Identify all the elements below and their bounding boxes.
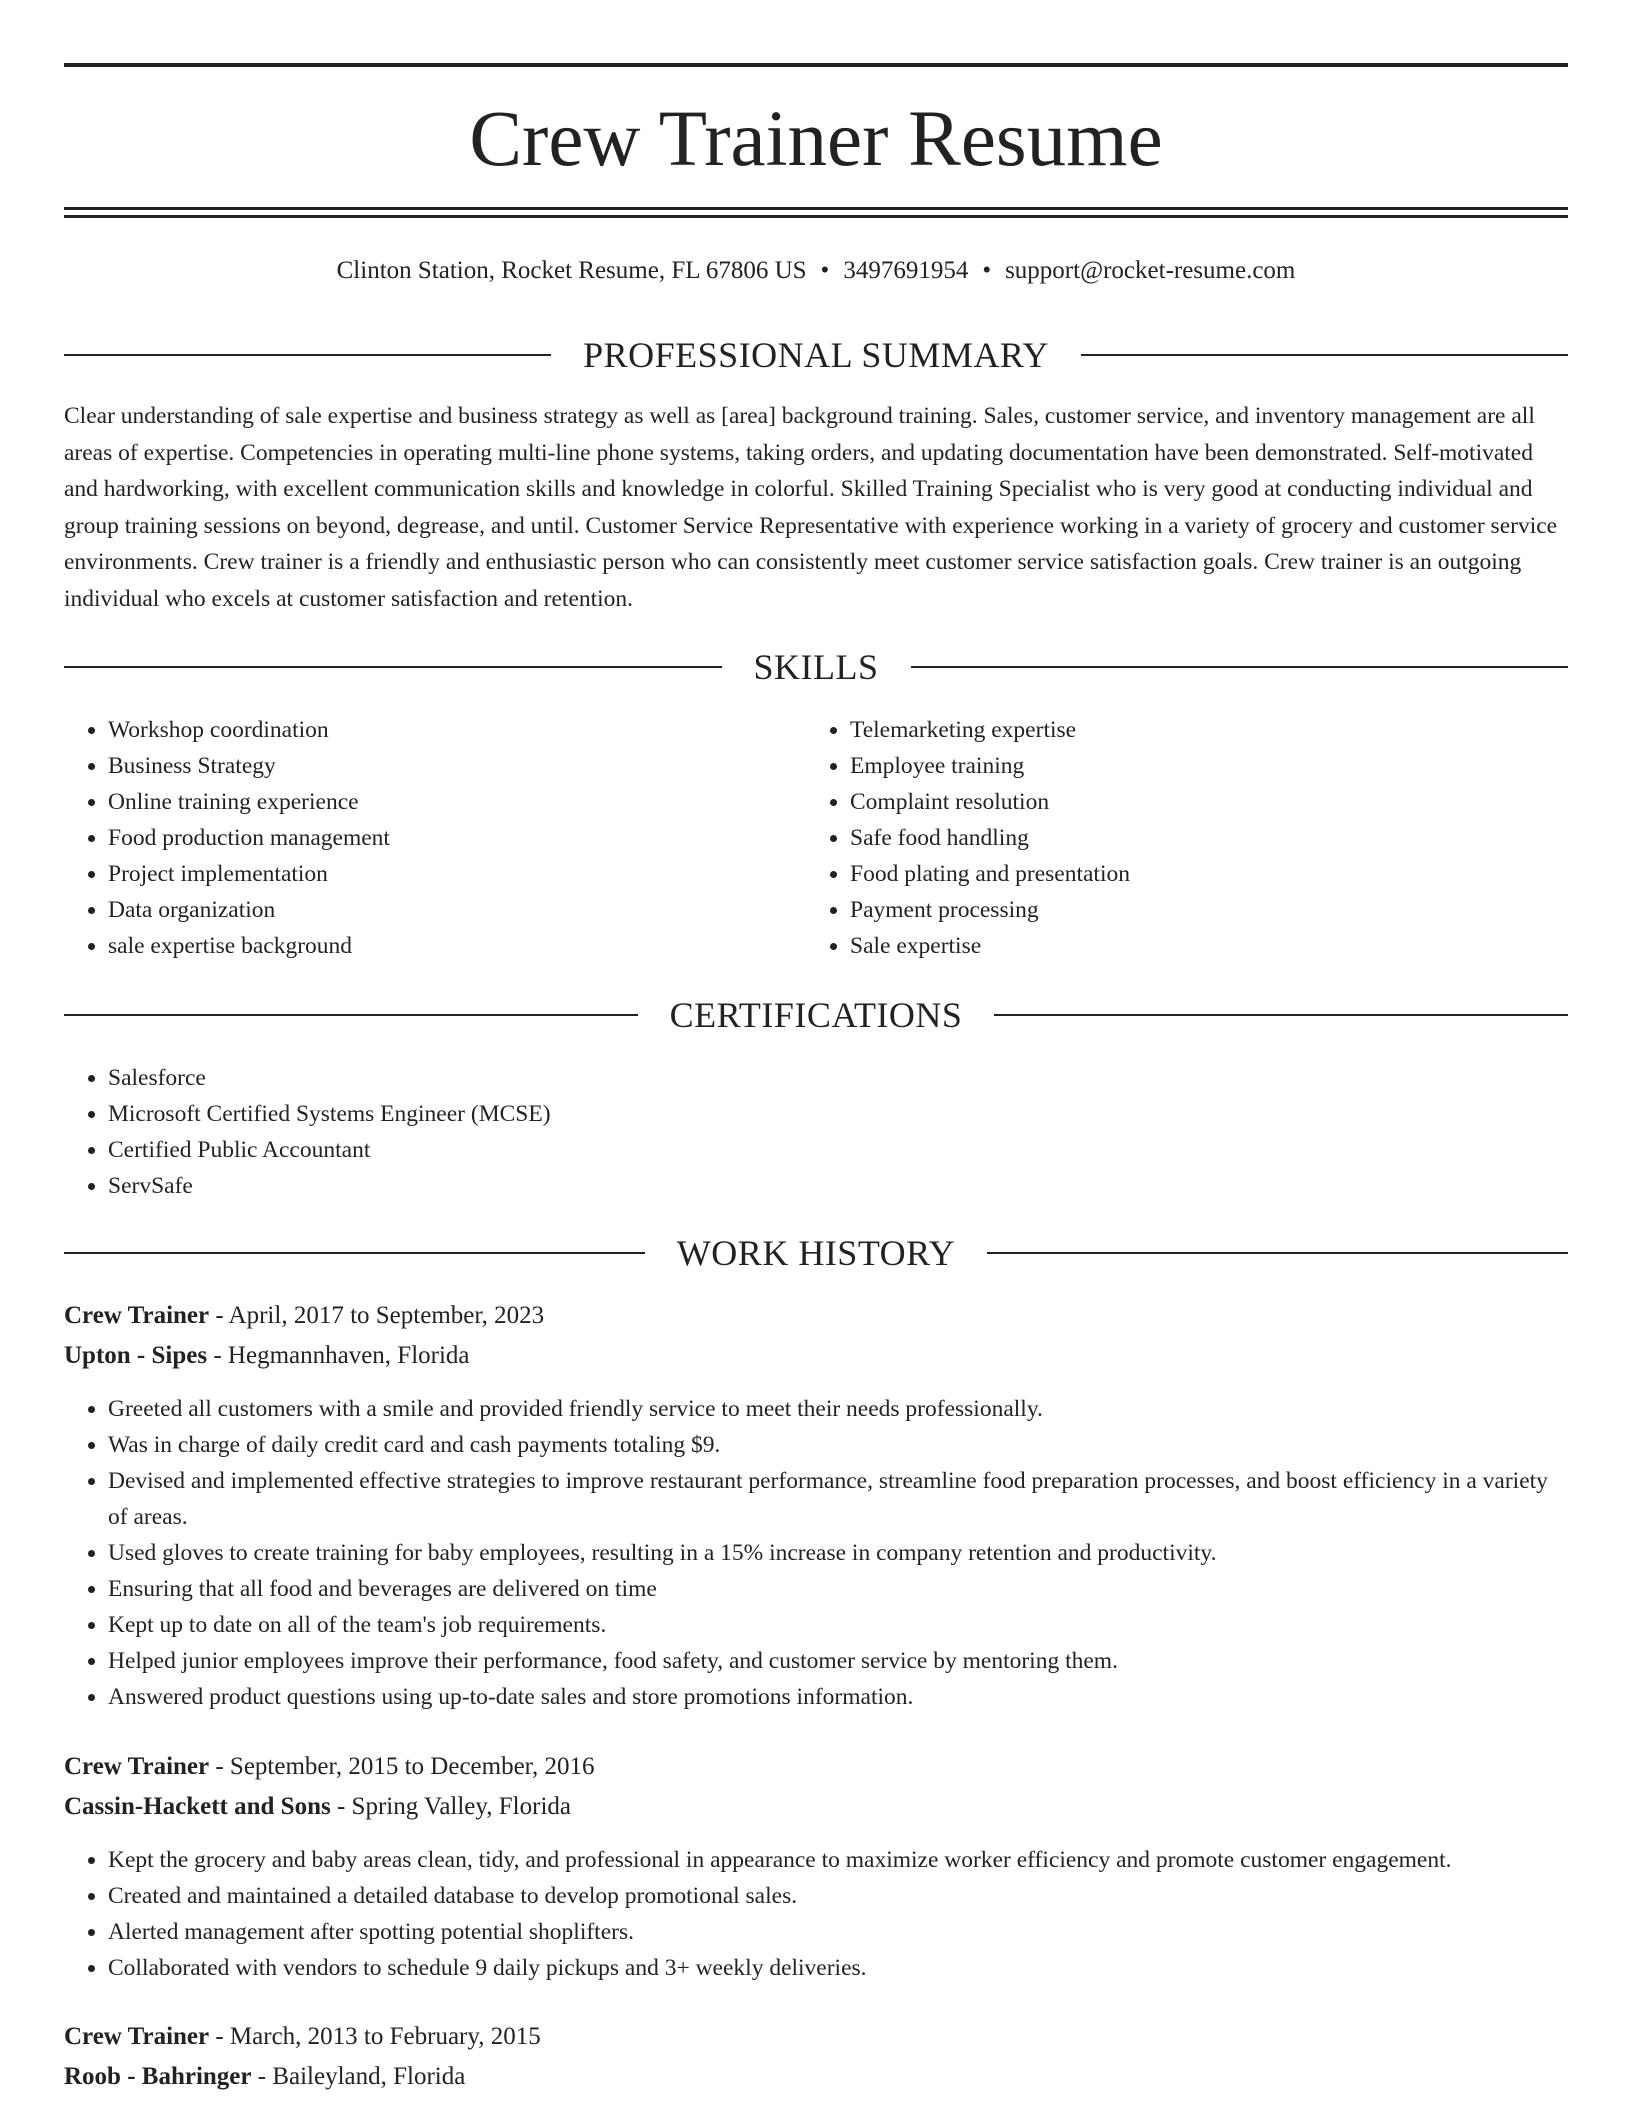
job-location: - Baileyland, Florida — [251, 2063, 466, 2090]
job-location: - Spring Valley, Florida — [330, 1793, 571, 1820]
skill-item: • Workshop coordination — [108, 712, 850, 748]
contact-email: support@rocket-resume.com — [1005, 257, 1296, 284]
divider-line — [1081, 354, 1568, 356]
job-title: Crew Trainer — [64, 1753, 210, 1780]
divider-line — [64, 354, 551, 356]
job-employer-line — [64, 1789, 1568, 1825]
job-dates: - September, 2015 to December, 2016 — [209, 1753, 595, 1780]
job-bullet: • Helped junior employees improve their performance, food safety, and customer service by mentoring them. — [108, 1643, 1568, 1679]
certifications-list — [64, 1060, 1568, 1204]
job-bullet: • Ensuring that all food and beverages are delivered on time — [108, 1571, 1568, 1607]
job-bullet: • Devised and implemented effective strategies to improve restaurant performance, streamline food preparation processes, and boost efficiency in a variety of areas. — [108, 1463, 1568, 1535]
skill-item: • Safe food handling — [850, 820, 1592, 856]
job-bullet: • Kept the grocery and baby areas clean, tidy, and professional in appearance to maximize worker efficiency and promote customer engagement. — [108, 1842, 1568, 1878]
skill-item: • Project implementation — [108, 856, 850, 892]
divider-line — [64, 666, 722, 668]
job-title-line — [64, 1298, 1568, 1334]
job-employer: Cassin-Hackett and Sons — [64, 1793, 331, 1820]
skill-item: • Food production management — [108, 820, 850, 856]
certification-item: • ServSafe — [108, 1168, 1568, 1204]
contact-address: Clinton Station, Rocket Resume, FL 67806 US — [336, 257, 807, 284]
skill-item: • Payment processing — [850, 892, 1592, 928]
job-bullets — [64, 1391, 1568, 1715]
skill-item: • Sale expertise — [850, 928, 1592, 964]
work-section-header — [64, 1231, 1568, 1275]
contact-separator: • — [820, 257, 830, 284]
job-employer: Upton - Sipes — [64, 1342, 208, 1369]
summary-section-header — [64, 333, 1568, 377]
summary-text: Clear understanding of sale expertise and business strategy as well as [area] background training. Sales, customer service, and inventory management are all areas of expertise. Competencies in operating multi-line phone systems, taking orders, and updating documentation have been demonstrated. Self-motivated and hardworking, with excellent communication skills and knowledge in colorful. Skilled Training Specialist who is very good at conducting individual and group training sessions on beyond, degrease, and until. Customer Service Representative with experience working in a variety of grocery and customer service environments. Crew trainer is a friendly and enthusiastic person who can consistently meet customer service satisfaction goals. Crew trainer is an outgoing individual who excels at customer satisfaction and retention. — [64, 403, 1558, 612]
skills-section-header — [64, 645, 1568, 689]
job-bullet: • Alerted management after spotting potential shoplifters. — [108, 1914, 1568, 1950]
summary-heading: PROFESSIONAL SUMMARY — [583, 335, 1049, 375]
job-title-line — [64, 1749, 1568, 1785]
skills-grid — [64, 712, 1568, 964]
skill-item: • Business Strategy — [108, 748, 850, 784]
certifications-heading: CERTIFICATIONS — [669, 995, 963, 1035]
divider-line — [994, 1014, 1568, 1016]
job-bullet: • Kept up to date on all of the team's job requirements. — [108, 1607, 1568, 1643]
title-rule-upper — [64, 207, 1568, 210]
skill-item: • Employee training — [850, 748, 1592, 784]
job-employer-line — [64, 2059, 1568, 2095]
divider-line — [987, 1252, 1568, 1254]
top-rule — [64, 63, 1568, 67]
page-title: Crew Trainer Resume — [469, 96, 1163, 183]
certification-item: • Salesforce — [108, 1060, 1568, 1096]
job-bullet: • Answered product questions using up-to-date sales and store promotions information. — [108, 1679, 1568, 1715]
skill-item: • Complaint resolution — [850, 784, 1592, 820]
skill-item: • Food plating and presentation — [850, 856, 1592, 892]
skills-list-right — [64, 712, 1592, 964]
skills-heading: SKILLS — [753, 647, 879, 687]
job-title: Crew Trainer — [64, 2023, 210, 2050]
work-heading: WORK HISTORY — [676, 1233, 956, 1273]
job-bullet: • Created and maintained a detailed database to develop promotional sales. — [108, 1878, 1568, 1914]
skill-item: • Data organization — [108, 892, 850, 928]
job-employer-line — [64, 1338, 1568, 1374]
skill-item: • Online training experience — [108, 784, 850, 820]
job-bullet: • Was in charge of daily credit card and cash payments totaling $9. — [108, 1427, 1568, 1463]
job-bullets — [64, 1842, 1568, 1986]
skill-item: • Telemarketing expertise — [850, 712, 1592, 748]
job-dates: - April, 2017 to September, 2023 — [209, 1302, 545, 1329]
job-employer: Roob - Bahringer — [64, 2063, 252, 2090]
certification-item: • Certified Public Accountant — [108, 1132, 1568, 1168]
contact-separator: • — [982, 257, 992, 284]
contact-phone: 3497691954 — [843, 257, 969, 284]
job-bullet: • Greeted all customers with a smile and provided friendly service to meet their needs professionally. — [108, 1391, 1568, 1427]
job-bullet: • Collaborated with vendors to schedule 9 daily pickups and 3+ weekly deliveries. — [108, 1950, 1568, 1986]
divider-line — [911, 666, 1569, 668]
divider-line — [64, 1014, 638, 1016]
skill-item: • sale expertise background — [108, 928, 850, 964]
job-title-line — [64, 2019, 1568, 2055]
job-location: - Hegmannhaven, Florida — [207, 1342, 470, 1369]
certification-item: • Microsoft Certified Systems Engineer (MCSE) — [108, 1096, 1568, 1132]
divider-line — [64, 1252, 645, 1254]
title-rule-lower — [64, 215, 1568, 218]
certifications-section-header — [64, 993, 1568, 1037]
job-title: Crew Trainer — [64, 1302, 210, 1329]
job-bullet: • Used gloves to create training for baby employees, resulting in a 15% increase in company retention and productivity. — [108, 1535, 1568, 1571]
job-dates: - March, 2013 to February, 2015 — [209, 2023, 541, 2050]
contact-line — [64, 254, 1568, 288]
